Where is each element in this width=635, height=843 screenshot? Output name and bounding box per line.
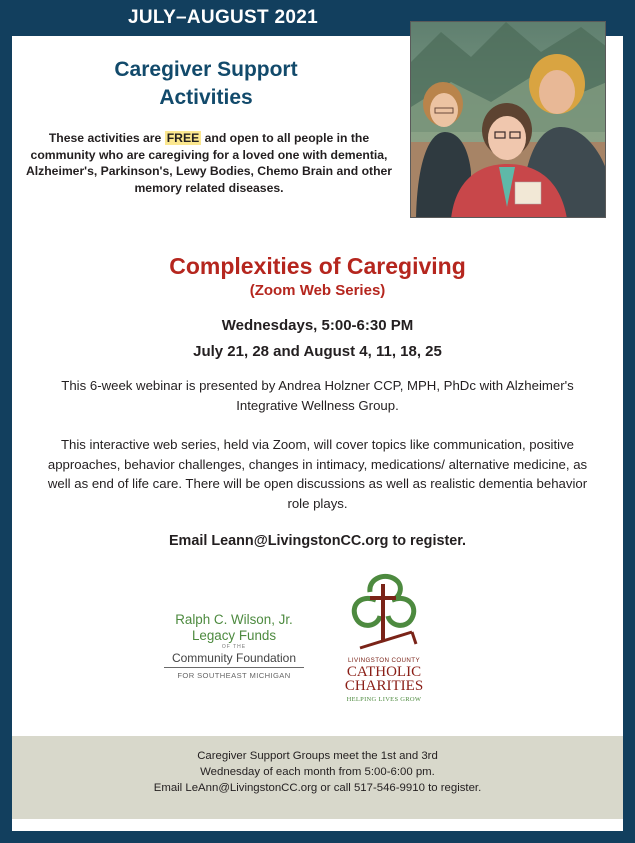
footer-line2: Wednesday of each month from 5:00-6:00 pm. [200, 766, 435, 778]
section-title-line1: Caregiver Support [114, 58, 298, 81]
footer-line3: Email LeAnn@LivingstonCC.org or call 517-546-9910 to register. [153, 782, 482, 794]
caregivers-photo [410, 21, 606, 218]
section-title-line2: Activities [159, 86, 253, 109]
free-highlight: FREE [166, 131, 200, 145]
intro-paragraph [20, 130, 398, 196]
wilson-logo-divider [164, 667, 304, 668]
wilson-logo-line3: Community Foundation [171, 651, 297, 665]
register-email-line: Email Leann@LivingstonCC.org to register. [168, 533, 467, 549]
intro-before-free: These activities are [48, 131, 165, 145]
cc-logo-tagline: HELPING LIVES GROW [346, 696, 422, 703]
right-border [623, 0, 635, 843]
bottom-border [0, 831, 635, 843]
footer-line1: Caregiver Support Groups meet the 1st and 3rd [197, 750, 438, 762]
support-groups-footer [12, 736, 623, 819]
presenter-paragraph: This 6-week webinar is presented by Andrea Holzner CCP, MPH, PhDc with Alzheimer's Integrative Wellness Group. [61, 378, 574, 413]
wilson-foundation-logo [148, 612, 320, 681]
photo-illustration [411, 22, 606, 218]
cross-leaves-icon [346, 572, 422, 654]
description-paragraph: This interactive web series, held via Zoom, will cover topics like communication, positive approaches, behavior challenges, changes in intimacy, medications/ alternative medicine, as well as end of life care. There will be open discussions as well as realistic dementia behavior role plays. [47, 437, 588, 511]
event-subtitle: (Zoom Web Series) [249, 282, 386, 299]
event-schedule [20, 313, 615, 365]
wilson-logo-line4: FOR SOUTHEAST MICHIGAN [177, 671, 291, 680]
wilson-logo-of-the: OF THE [221, 644, 247, 650]
event-dates: July 21, 28 and August 4, 11, 18, 25 [193, 343, 442, 360]
cc-logo-charities: CHARITIES [344, 678, 424, 694]
wilson-logo-line2: Legacy Funds [191, 628, 277, 643]
month-banner-text: JULY–AUGUST 2021 [128, 7, 318, 28]
left-border [0, 0, 12, 843]
wilson-logo-line1: Ralph C. Wilson, Jr. [175, 612, 293, 627]
event-title: Complexities of Caregiving [169, 253, 466, 279]
section-title [70, 56, 342, 112]
cc-logo-county: LIVINGSTON COUNTY [347, 657, 420, 664]
cc-logo-catholic: CATHOLIC [346, 664, 422, 680]
footer-text [12, 748, 623, 796]
event-day-time: Wednesdays, 5:00-6:30 PM [221, 317, 414, 334]
intro-after-free: and open to all people in the community who are caregiving for a loved one with dementia, Alzheimer's, Parkinson's, Lewy Bodies, Chemo Brain and other memory related diseases. [25, 131, 393, 195]
catholic-charities-logo [336, 570, 432, 710]
